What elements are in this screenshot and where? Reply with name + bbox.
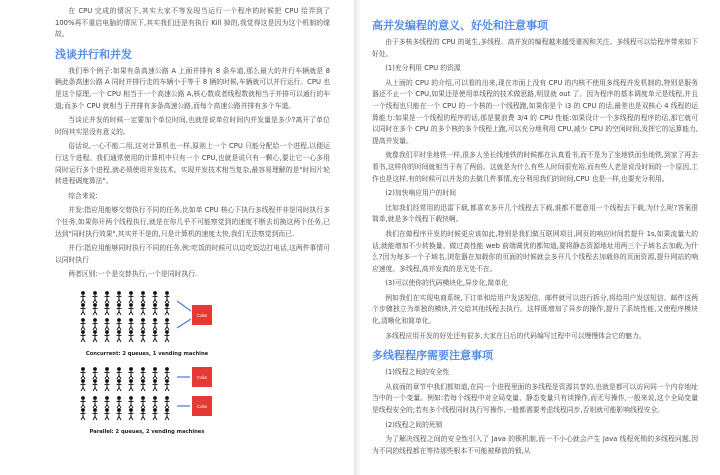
caution-1-paragraph: 从前面的章节中我们都知道,在同一个进程里面的多线程是资源共享的,也就是都可以访问同一个内存地址当中的一个变量。例如:若每个线程中对全局变量、静态变量只有读操作,而无写操作,一般来说,这个全局变量是线程安全的;若有多个线程同时执行写操作,一般都需要考虑线程同步,否则就可能影响线程安全。	[372, 382, 698, 415]
person-figure	[164, 318, 169, 330]
person-figure	[104, 396, 109, 408]
person-figure	[116, 379, 121, 391]
person-figure	[152, 303, 157, 315]
person-figure	[80, 367, 85, 379]
person-figure	[116, 303, 121, 315]
person-figure	[152, 367, 157, 379]
person-figure	[152, 318, 157, 330]
person-figure	[92, 408, 97, 420]
person-figure	[92, 303, 97, 315]
person-figure	[104, 291, 109, 303]
person-figure	[164, 291, 169, 303]
benefit-3-paragraph-b: 多线程应用开发的好处还有很多,大家在日后的代码编写过程中可以慢慢体会它的魅力。	[385, 331, 646, 340]
person-figure	[116, 408, 121, 420]
difference-paragraph: 两者区别:一个是交替执行,一个是同时执行.	[68, 270, 198, 279]
heading-cautions: 多线程程序需要注意事项	[372, 349, 493, 363]
benefit-2-title: (2)加快响应用户的时间	[385, 189, 457, 198]
benefit-1-paragraph-b: 就像我们平时坐地铁一样,很多人坐长线地铁的时候都在认真看书,而不是为了坐地铁而坐地铁,到家了再去看书,这样你的时间就相当于有了两倍。这就是为什么有些人时间很充裕,而有些人老是说没时间的一个原因,工作也是这样,有的时候可以并发的去做几件事情,充分利用我们的时间,CPU 也是一样,也要充分利用。	[372, 151, 698, 183]
page-gutter	[354, 0, 360, 475]
person-figure	[140, 396, 145, 408]
person-figure	[104, 330, 109, 342]
person-figure	[116, 330, 121, 342]
time-slice-paragraph: 俗话说,一心不能二用,这对计算机也一样,原则上一个 CPU 只能分配给一个进程,以便运行这个进程。我们通常使用的计算机中只有一个 CPU,也就是说只有一颗心,要让它一心多用同时运行多个进程,就必须使用并发技术。实现并发技术相当复杂,最容易理解的是"时间片轮转进程调度算法"。	[55, 142, 330, 186]
person-figure	[104, 318, 109, 330]
person-figure	[164, 303, 169, 315]
person-figure	[128, 303, 133, 315]
person-figure	[164, 330, 169, 342]
highway-analogy-paragraph: 我们举个例子:如果有条高速公路 A 上面并排有 8 条车道,那么最大的并行车辆就是 8 辆此条高速公路 A 同时并排行走的车辆小于等于 8 辆的时候,车辆就可以并行运行。CPU 也是这个原理,一个 CPU 相当于一个高速公路 A,核心数或者线程数就相当于并排可以通行的车道;而多个 CPU 就相当于并排有多条高速公路,而每个高速公路并排有多个车道。	[55, 66, 330, 110]
concurrent-caption: Concurrent: 2 queues, 1 vending machine	[85, 350, 209, 357]
person-figure	[128, 408, 133, 420]
person-figure	[152, 396, 157, 408]
person-figure	[140, 303, 145, 315]
person-figure	[80, 330, 85, 342]
heading-meaning-benefits: 高并发编程的意义、好处和注意事项	[372, 19, 548, 32]
caution-2-title: (2)线程之间的死锁	[385, 420, 443, 429]
person-figure	[104, 303, 109, 315]
concurrency-definition: 并发:指应用能够交替执行不同的任务,比如单 CPU 核心下执行多线程并非是同时执行多个任务,如果你开两个线程执行,就是在你几乎不可能察觉到的速度不断去切换这两个任务,已达到"同时执行效果",其实并不是的,只是计算机的速度太快,我们无法察觉到而已.	[55, 206, 330, 238]
person-figure	[116, 291, 121, 303]
person-figure	[140, 379, 145, 391]
person-figure	[116, 367, 121, 379]
person-figure	[140, 367, 145, 379]
benefit-3-paragraph-a: 例如我们在实现电商系统,下订单和给用户发送短信、邮件就可以进行拆分,将给用户发送短信、邮件这两个步骤独立为单独的模块,并交给其他线程去执行。这样既增加了异步的操作,提升了系统性能,又使程序模块化,清晰化和简单化。	[372, 293, 698, 326]
person-figure	[104, 408, 109, 420]
person-figure	[128, 367, 133, 379]
person-figure	[116, 396, 121, 408]
person-figure	[92, 367, 97, 379]
benefit-1-paragraph-a: 从上面的 CPU 的介绍,可以看的出来,现在市面上没有 CPU 的内核不使用多线程并发机制的,特别是服务器还不止一个 CPU,如果还是使用单线程的技术做思路,明显就 out 了。因为程序的基本调度单元是线程,并且一个线程也只能在一个 CPU 的一个核的一个线程跑,如果你是个 i3 的 CPU 的话,最差也是双核心 4 线程的运算能力:如果是一个线程的程序的话,那是要浪费 3/4 的 CPU 性能:如果设计一个多线程的程序的话,那它就可以同时在多个 CPU 的多个核的多个线程上跑,可以充分地利用 CPU,减少 CPU 的空闲时间,发挥它的运算能力,提高并发量。	[372, 78, 698, 145]
person-figure	[140, 318, 145, 330]
person-figure	[128, 379, 133, 391]
caution-2-paragraph: 为了解决线程之间的安全性引入了 Java 的锁机制,而一不小心就会产生 Java 线程死锁的多线程问题,因为不同的线程都在等待那些根本不可能被释放的锁,从	[372, 435, 698, 455]
person-figure	[92, 291, 97, 303]
person-figure	[152, 330, 157, 342]
right-page	[362, 0, 720, 475]
person-figure	[92, 318, 97, 330]
vending-machine-label: Coke	[196, 312, 208, 318]
person-figure	[128, 291, 133, 303]
concurrent-diagram	[77, 285, 217, 349]
benefit-2-paragraph-a: 比如我们经常用的迅雷下载,都喜欢多开几个线程去下载,谁都不愿意用一个线程去下载,为什么呢?答案很简单,就是多个线程下载快啊。	[372, 203, 698, 224]
person-figure	[140, 291, 145, 303]
heading-concurrency-parallelism: 浅谈并行和并发	[55, 47, 132, 61]
caution-1-title: (1)线程之间的安全性	[385, 368, 450, 377]
vending-machine-1-label: Coke	[196, 374, 208, 380]
benefits-intro: 由于多核多线程的 CPU 的诞生,多线程、高并发的编程越来越受重视和关注。多线程可以给程序带来如下好处。	[372, 38, 698, 58]
person-figure	[80, 379, 85, 391]
person-figure	[140, 408, 145, 420]
parallel-figure	[77, 361, 217, 435]
person-figure	[80, 291, 85, 303]
person-figure	[164, 396, 169, 408]
benefit-1-title: (1)充分利用 CPU 的资源	[385, 64, 461, 73]
person-figure	[128, 318, 133, 330]
person-figure	[164, 408, 169, 420]
people-queue-top	[80, 367, 169, 391]
people-queue-bottom	[80, 396, 169, 420]
person-figure	[164, 367, 169, 379]
person-figure	[92, 396, 97, 408]
person-figure	[104, 379, 109, 391]
person-figure	[80, 408, 85, 420]
people-queue-bottom	[80, 318, 169, 342]
summary-label: 综合来说:	[68, 191, 98, 200]
person-figure	[152, 408, 157, 420]
left-page	[0, 0, 352, 475]
left-intro-paragraph: 在 CPU 完成的情况下,其实大家不等发现当运行一个程序的时候把 CPU 给弄到了 100%再不重启电脑的情况下,其实我们还是有执行 Kill 掉的,我觉得这是因为这个机制的缘故。	[55, 7, 330, 39]
person-figure	[104, 367, 109, 379]
person-figure	[128, 396, 133, 408]
person-figure	[152, 291, 157, 303]
person-figure	[116, 318, 121, 330]
people-queue-top	[80, 291, 169, 315]
person-figure	[128, 330, 133, 342]
benefit-2-paragraph-b: 我们在做程序开发的时候更应该如此,特别是我们做互联网项目,网页的响应时间若提升 1s,如果流量大的话,就能增加不少转换量。做过高性能 web 前端调优的都知道,要将静态资源地址用两三个子域名去加载,为什么?因为每多一个子域名,浏览器在加载你的页面的时候就会多开几个线程去加载你的页面资源,提升网站的响应速度。多线程,高并发真的是无处不在。	[372, 229, 698, 273]
parallel-caption: Parallel: 2 queues, 2 vending machines	[89, 428, 205, 435]
parallel-diagram	[77, 361, 217, 427]
benefit-3-title: (3)可以使你的代码模块化,异步化,简单化	[385, 279, 508, 288]
person-figure	[92, 330, 97, 342]
concurrent-figure	[77, 285, 217, 357]
person-figure	[140, 330, 145, 342]
person-figure	[92, 379, 97, 391]
person-figure	[80, 396, 85, 408]
queue-bottom-arrow	[177, 319, 191, 328]
person-figure	[80, 303, 85, 315]
unit-time-paragraph: 当谈论并发的时候一定要加个单位时间,也就是说单位时间内并发量是多少?离开了单位时间其实是没有意义的。	[55, 116, 330, 136]
queue-top-arrow	[177, 301, 191, 311]
person-figure	[152, 379, 157, 391]
vending-machine-2-label: Coke	[196, 403, 208, 409]
person-figure	[80, 318, 85, 330]
parallelism-definition: 并行:指应用能够同时执行不同的任务,例:吃饭的时候可以边吃饭边打电话,这两件事情可以同时执行	[55, 244, 330, 264]
person-figure	[164, 379, 169, 391]
